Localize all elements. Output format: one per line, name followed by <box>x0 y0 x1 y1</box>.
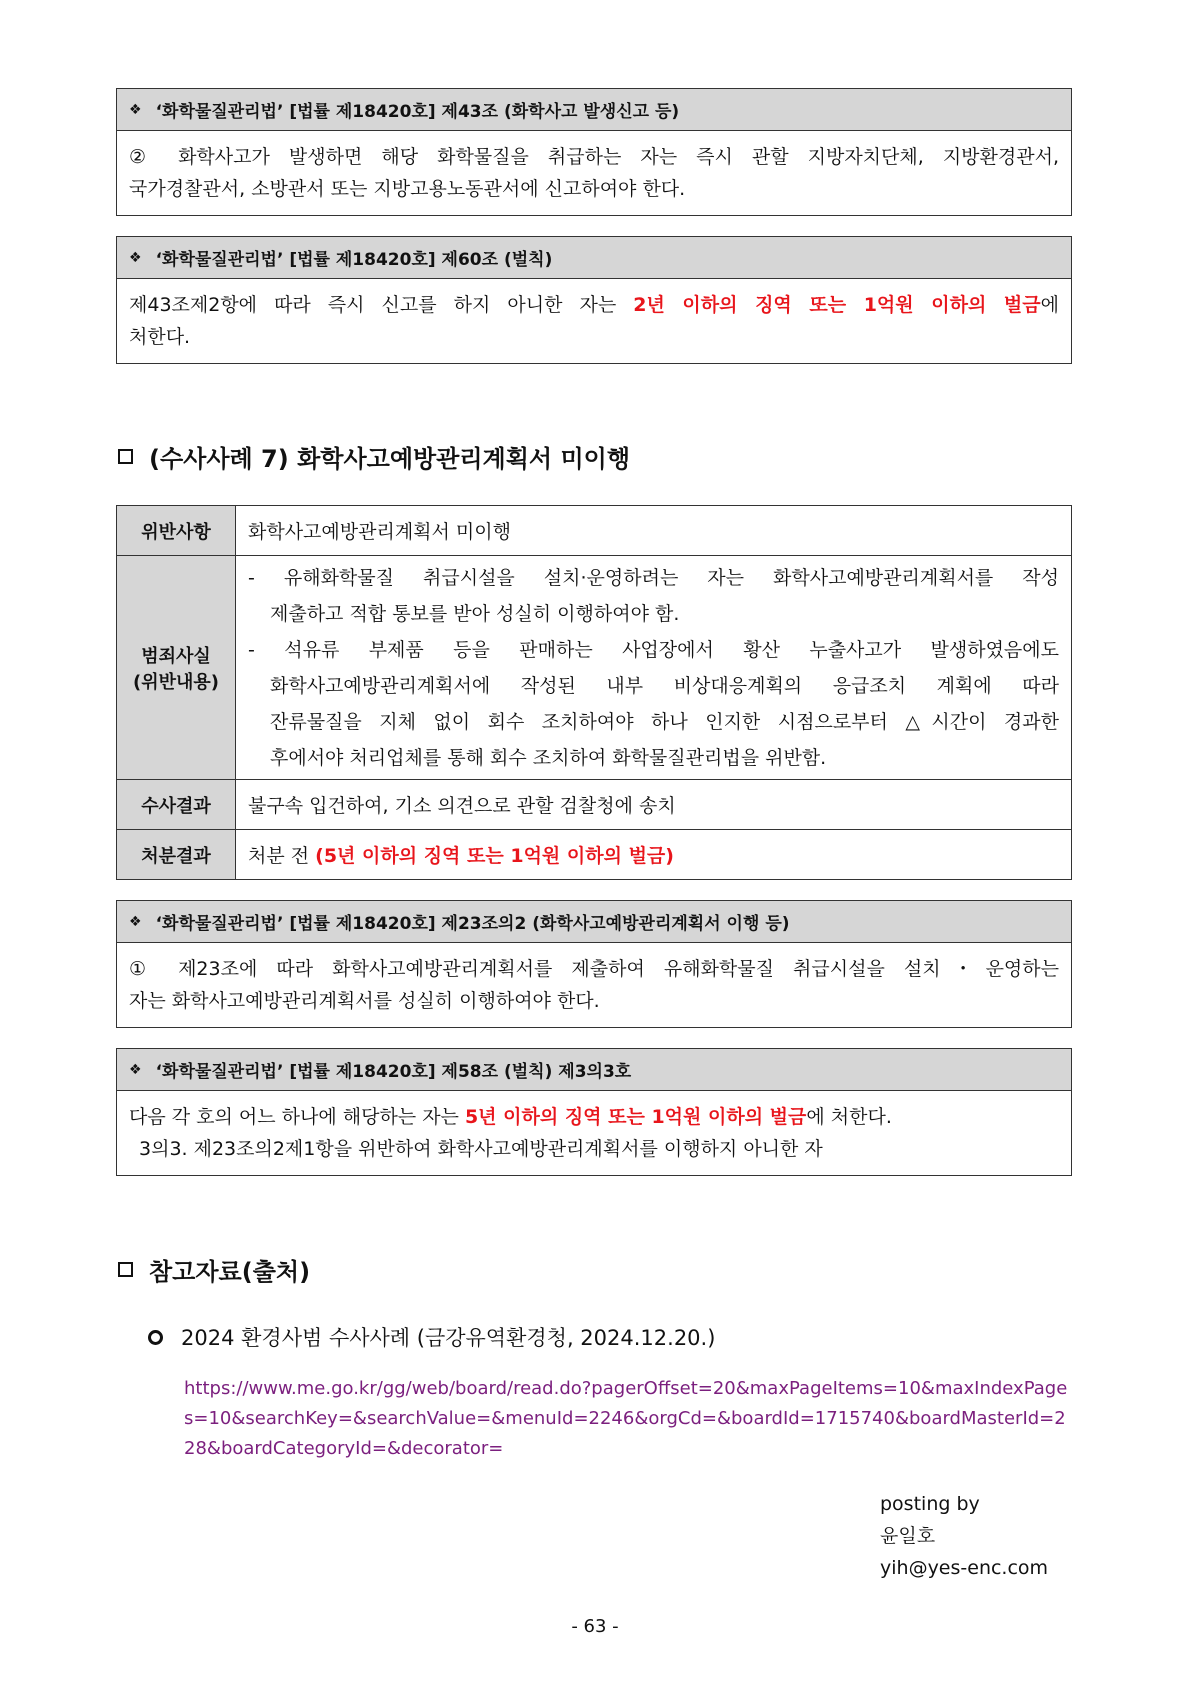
diamond-bullet-icon: ❖ <box>129 1061 142 1078</box>
law-box-body <box>117 1091 1071 1175</box>
penalty-highlight: 2년 이하의 징역 또는 1억원 이하의 벌금 <box>633 294 1041 316</box>
penalty-highlight: 5년 이하의 징역 또는 1억원 이하의 벌금 <box>464 1106 807 1128</box>
law-box-header <box>117 89 1071 131</box>
law-box-article-43 <box>116 88 1072 216</box>
reference-section-heading <box>118 1252 310 1287</box>
law-box-title: ‘화학물질관리법’ [법률 제18420호] 제23조의2 (화학사고예방관리계획서 이행 등) <box>155 914 790 934</box>
law-box-body <box>117 943 1071 1027</box>
list-item <box>248 560 1059 632</box>
law-box-header <box>117 1049 1071 1091</box>
disposition-prefix: 처분 전 <box>248 845 316 867</box>
list-item-line: - 유해화학물질 취급시설을 설치·운영하려는 자는 화학사고예방관리계획서를 작성 <box>248 566 1059 589</box>
law-box-article-58 <box>116 1048 1072 1176</box>
law-box-text-line <box>129 289 1059 321</box>
list-item-line: 화학사고예방관리계획서에 작성된 내부 비상대응계획의 응급조치 계획에 따라 <box>270 674 1059 697</box>
case-section-title: (수사사례 7) 화학사고예방관리계획서 미이행 <box>149 445 631 473</box>
law-box-header <box>117 237 1071 279</box>
facts-value <box>236 556 1072 780</box>
case-section-heading <box>118 439 630 474</box>
law-box-article-60 <box>116 236 1072 364</box>
reference-source: 2024 환경사범 수사사례 (금강유역환경청, 2024.12.20.) <box>181 1326 716 1350</box>
list-item-line: 잔류물질을 지체 없이 회수 조치하여야 하나 인지한 시점으로부터 △시간이 경과한 <box>270 710 1059 733</box>
law-box-title: ‘화학물질관리법’ [법률 제18420호] 제43조 (화학사고 발생신고 등) <box>155 102 680 122</box>
checkbox-square-icon <box>118 1262 133 1277</box>
diamond-bullet-icon: ❖ <box>129 249 142 266</box>
law-box-text-line: 자는 화학사고예방관리계획서를 성실히 이행하여야 한다. <box>129 990 600 1012</box>
table-row <box>117 556 1072 780</box>
law-box-text-line: ② 화학사고가 발생하면 해당 화학물질을 취급하는 자는 즉시 관할 지방자치단체, 지방환경관서, <box>129 146 1059 168</box>
disposition-label: 처분결과 <box>117 830 236 880</box>
signature-email: yih@yes-enc.com <box>880 1557 1049 1579</box>
reference-section-title: 참고자료(출처) <box>149 1258 311 1286</box>
page-number: - 63 - <box>571 1616 619 1637</box>
penalty-highlight: (5년 이하의 징역 또는 1억원 이하의 벌금) <box>315 845 674 867</box>
hollow-circle-icon <box>148 1330 163 1345</box>
law-text: 에 <box>1040 294 1059 316</box>
facts-label <box>117 556 236 780</box>
signature-author: 윤일호 <box>880 1525 936 1547</box>
law-box-body <box>117 131 1071 215</box>
disposition-value <box>236 830 1072 880</box>
table-row <box>117 780 1072 830</box>
violation-value: 화학사고예방관리계획서 미이행 <box>236 506 1072 556</box>
law-box-text-line: 3의3. 제23조의2제1항을 위반하여 화학사고예방관리계획서를 이행하지 아니한 자 <box>139 1138 823 1160</box>
law-text: 에 처한다. <box>806 1106 892 1128</box>
violation-label: 위반사항 <box>117 506 236 556</box>
result-label: 수사결과 <box>117 780 236 830</box>
law-box-header <box>117 901 1071 943</box>
list-item-line: - 석유류 부제품 등을 판매하는 사업장에서 황산 누출사고가 발생하였음에도 <box>248 638 1059 661</box>
list-item-line: 후에서야 처리업체를 통해 회수 조치하여 화학물질관리법을 위반함. <box>270 746 827 769</box>
facts-label-line: 범죄사실 <box>141 645 211 667</box>
law-box-text-line: 국가경찰관서, 소방관서 또는 지방고용노동관서에 신고하여야 한다. <box>129 178 686 200</box>
law-box-title: ‘화학물질관리법’ [법률 제18420호] 제60조 (벌칙) <box>155 250 553 270</box>
list-item <box>248 632 1059 776</box>
law-box-article-23-2 <box>116 900 1072 1028</box>
signature-line: posting by <box>880 1493 980 1515</box>
diamond-bullet-icon: ❖ <box>129 913 142 930</box>
law-box-text-line: ① 제23조에 따라 화학사고예방관리계획서를 제출하여 유해화학물질 취급시설을 설치・운영하는 <box>129 958 1059 980</box>
reference-url-link[interactable]: https://www.me.go.kr/gg/web/board/read.do?pagerOffset=20&maxPageItems=10&maxIndexPages=10&searchKey=&searchValue=&menuId=2246&orgCd=&boardId=1715740&boardMasterId=228&boardCategoryId=&decorator= <box>184 1378 1068 1459</box>
law-box-title: ‘화학물질관리법’ [법률 제18420호] 제58조 (벌칙) 제3의3호 <box>155 1062 632 1082</box>
reference-item <box>148 1322 715 1352</box>
list-item-line: 제출하고 적합 통보를 받아 성실히 이행하여야 함. <box>270 602 680 625</box>
result-value: 불구속 입건하여, 기소 의견으로 관할 검찰청에 송치 <box>236 780 1072 830</box>
law-box-text-line <box>129 1101 1059 1133</box>
law-text: 제43조제2항에 따라 즉시 신고를 하지 아니한 자는 <box>129 294 634 316</box>
signature-block <box>880 1488 1048 1584</box>
law-box-text-line: 처한다. <box>129 326 191 348</box>
table-row <box>117 830 1072 880</box>
law-text: 다음 각 호의 어느 하나에 해당하는 자는 <box>129 1106 465 1128</box>
checkbox-square-icon <box>118 449 133 464</box>
law-box-body <box>117 279 1071 363</box>
diamond-bullet-icon: ❖ <box>129 101 142 118</box>
case-table <box>116 505 1072 880</box>
facts-label-line: (위반내용) <box>132 671 219 693</box>
table-row <box>117 506 1072 556</box>
